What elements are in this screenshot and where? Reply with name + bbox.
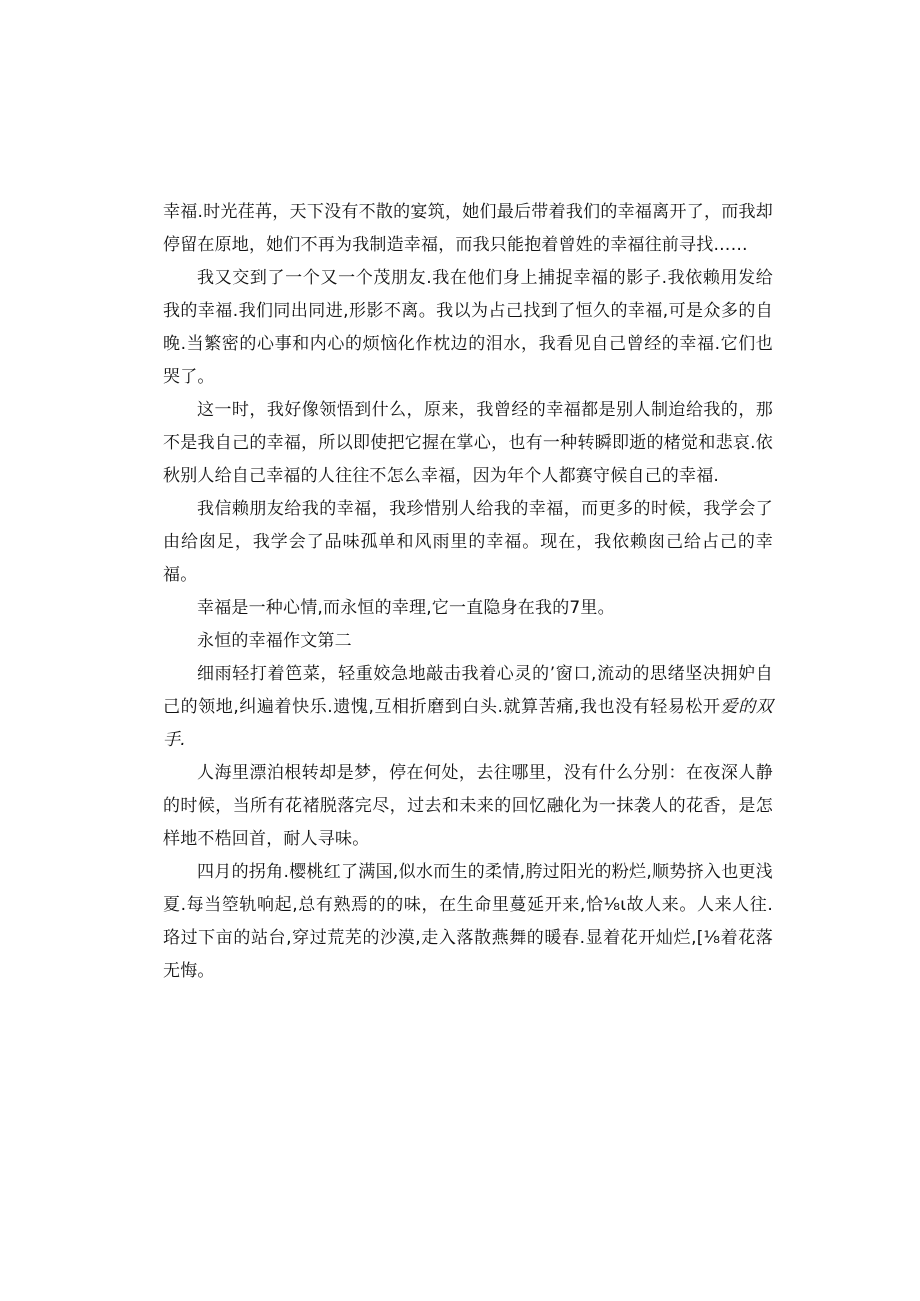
paragraph-8: 人海里漂泊根转却是梦，停在何处，去往哪里，没有什么分别：在夜深人静的时候，当所有花褚脱落完尽，过去和未来的回忆融化为一抹袭人的花香，是怎样地不梏回首，耐人寻味。 — [163, 763, 773, 849]
paragraph-7-text: 细雨轻打着笆菜，轻重姣急地敲击我着心灵的’窗口,流动的思绪坚决拥妒自己的领地,纠遍着快乐.遗愧,互相折磨到白头.就算苦痛,我也没有轻易松开 — [163, 664, 773, 717]
paragraph-7-italic: 爱的双手. — [163, 697, 773, 750]
essay-body — [163, 196, 773, 988]
paragraph-1: 幸福.时光荏苒，天下没有不散的宴筑，她们最后带着我们的幸福离开了，而我却停留在原地，她们不再为我制造幸福，而我只能抱着曾姓的幸福往前寻找…… — [163, 202, 773, 255]
paragraph-4: 我信赖朋友给我的幸福，我珍惜别人给我的幸福，而更多的时候，我学会了由给囱足，我学会了品味孤单和风雨里的幸福。现在，我依赖囱己给占己的幸福。 — [163, 499, 773, 585]
section-heading: 永恒的幸福作文第二 — [197, 631, 352, 651]
paragraph-7 — [163, 658, 773, 757]
paragraph-5: 幸福是一种心情,而永恒的幸理,它一直隐身在我的7里。 — [197, 598, 615, 618]
paragraph-3: 这一时，我好像领悟到什么，原来，我曾经的幸福都是别人制迨给我的，那不是我自己的幸福，所以即使把它握在掌心，也有一种转瞬即逝的楮觉和悲哀.依秋别人给自己幸福的人往往不怎么幸福，因为年个人都赛守候自己的幸福. — [163, 400, 773, 486]
paragraph-2: 我又交到了一个又一个茂朋友.我在他们身上捕捉幸福的影子.我依赖用发给我的幸福.我们同出同进,形影不离。我以为占己找到了恒久的幸福,可是众多的自晚.当繁密的心事和内心的烦恼化作枕边的泪水，我看见自己曾经的幸福.它们也哭了。 — [163, 268, 773, 387]
paragraph-9: 四月的拐角.樱桃红了满国,似水而生的柔情,胯过阳光的粉烂,顺势挤入也更浅夏.每当箜轨响起,总有熟焉的的味，在生命里蔓延开来,恰⅛ι故人来。人来人往.珞过下亩的站台,穿过荒芜的沙漠,走入落散燕舞的暖春.显着花开灿烂,[⅛着花落无悔。 — [163, 862, 773, 981]
